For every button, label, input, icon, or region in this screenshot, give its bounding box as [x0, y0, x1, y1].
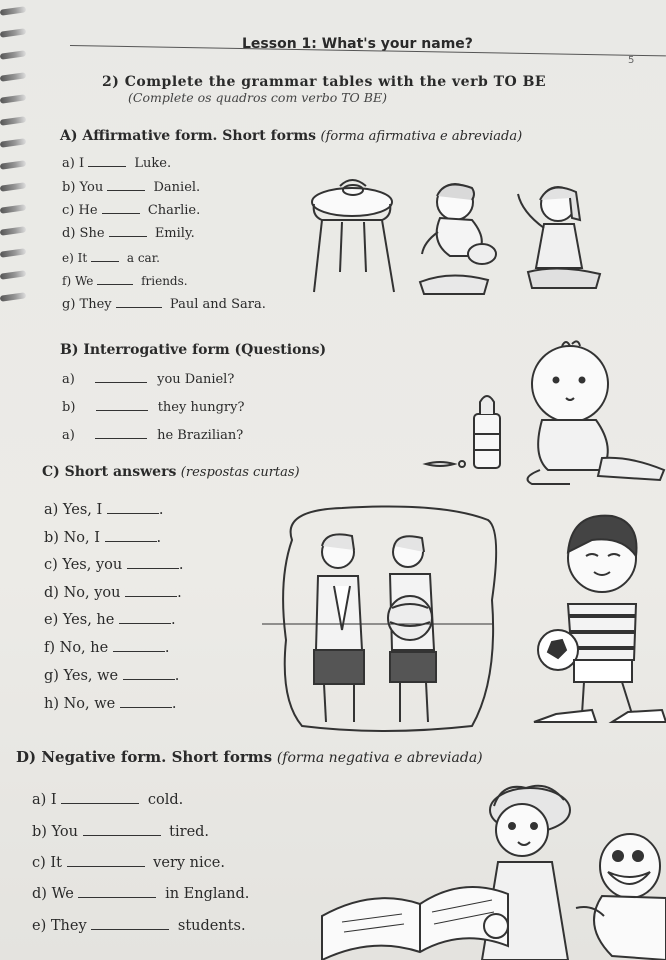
boy-reading-and-duck-illustration	[312, 776, 666, 960]
affirmative-item: e) It a car.	[62, 251, 160, 265]
answer-blank[interactable]	[105, 541, 157, 542]
short-answer-item: c) Yes, you .	[44, 557, 184, 573]
answer-blank[interactable]	[83, 835, 161, 836]
answer-blank[interactable]	[125, 596, 177, 597]
answer-blank[interactable]	[119, 623, 171, 624]
answer-blank[interactable]	[78, 897, 156, 898]
negative-item: d) We in England.	[32, 886, 250, 902]
short-answer-item: g) Yes, we .	[44, 668, 180, 684]
short-answer-item: e) Yes, he .	[44, 612, 176, 628]
answer-blank[interactable]	[67, 866, 145, 867]
answer-blank[interactable]	[102, 213, 140, 214]
answer-blank[interactable]	[127, 568, 179, 569]
short-answer-item: h) No, we .	[44, 696, 177, 712]
section-b-title: B) Interrogative form (Questions)	[60, 342, 327, 358]
answer-blank[interactable]	[97, 284, 133, 285]
section-c-title: C) Short answers (respostas curtas)	[42, 464, 300, 480]
question-item: a) he Brazilian?	[62, 428, 244, 443]
question-item: a) you Daniel?	[62, 372, 235, 387]
short-answer-item: d) No, you .	[44, 585, 182, 601]
baby-and-bottle-illustration	[420, 338, 666, 488]
answer-blank[interactable]	[107, 513, 159, 514]
answer-blank[interactable]	[95, 438, 147, 439]
short-answer-item: b) No, I .	[44, 530, 162, 546]
answer-blank[interactable]	[109, 236, 147, 237]
answer-blank[interactable]	[91, 261, 119, 262]
affirmative-item: a) I Luke.	[62, 156, 172, 171]
short-answer-item: f) No, he .	[44, 640, 170, 656]
negative-item: c) It very nice.	[32, 855, 225, 871]
affirmative-item: d) She Emily.	[62, 226, 195, 241]
answer-blank[interactable]	[107, 190, 145, 191]
negative-item: e) They students.	[32, 918, 246, 934]
answer-blank[interactable]	[113, 651, 165, 652]
lesson-title: Lesson 1: What's your name?	[242, 36, 473, 52]
section-a-title: A) Affirmative form. Short forms (forma afirmativa e abreviada)	[60, 128, 523, 144]
answer-blank[interactable]	[61, 803, 139, 804]
negative-item: a) I cold.	[32, 792, 184, 808]
answer-blank[interactable]	[88, 166, 126, 167]
exercise-heading: 2) Complete the grammar tables with the verb TO BE	[102, 74, 547, 90]
question-item: b) they hungry?	[62, 400, 245, 415]
section-d-title: D) Negative form. Short forms (forma negativa e abreviada)	[16, 748, 483, 766]
page-number: 5	[628, 55, 635, 66]
exercise-subheading: (Complete os quadros com verbo TO BE)	[128, 90, 387, 105]
negative-item: b) You tired.	[32, 824, 210, 840]
affirmative-item: g) They Paul and Sara.	[62, 297, 266, 312]
boys-playing-illustration	[262, 500, 666, 740]
affirmative-item: f) We friends.	[62, 274, 188, 288]
short-answer-item: a) Yes, I .	[44, 502, 164, 518]
answer-blank[interactable]	[123, 679, 175, 680]
answer-blank[interactable]	[95, 382, 147, 383]
affirmative-item: b) You Daniel.	[62, 180, 201, 195]
affirmative-item: c) He Charlie.	[62, 203, 201, 218]
answer-blank[interactable]	[120, 707, 172, 708]
answer-blank[interactable]	[91, 929, 169, 930]
spiral-binding	[0, 0, 30, 300]
answer-blank[interactable]	[116, 307, 162, 308]
chair-and-children-illustration	[300, 172, 610, 302]
answer-blank[interactable]	[96, 410, 148, 411]
